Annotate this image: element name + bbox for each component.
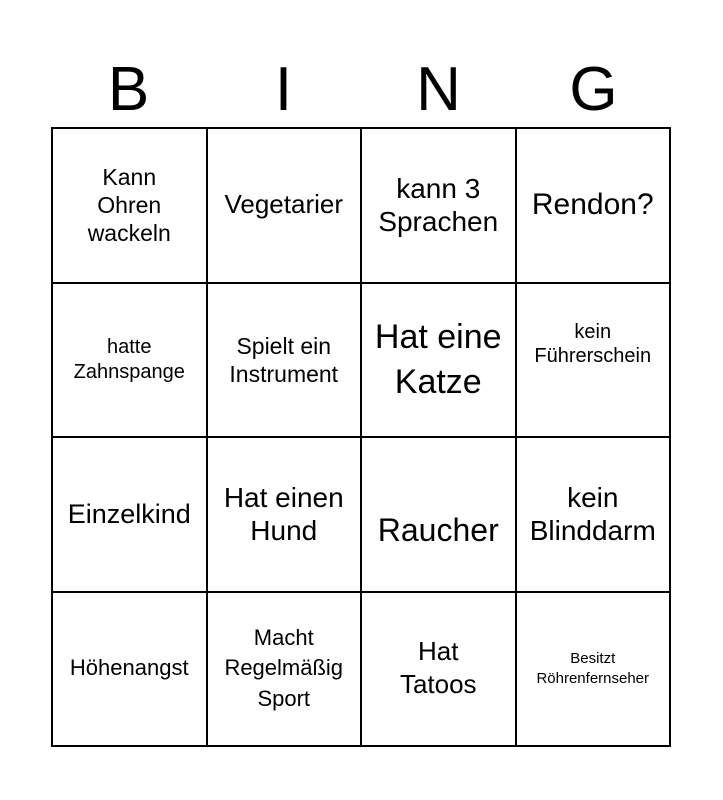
bingo-cell[interactable]: Macht Regelmäßig Sport <box>208 593 363 748</box>
bingo-cell[interactable]: Besitzt Röhrenfernseher <box>517 593 672 748</box>
bingo-cell[interactable]: Hat eine Katze <box>362 284 517 439</box>
bingo-cell[interactable]: Spielt ein Instrument <box>208 284 363 439</box>
bingo-board <box>51 127 671 747</box>
bingo-cell[interactable]: Hat Tatoos <box>362 593 517 748</box>
bingo-cell[interactable]: kein Blinddarm <box>517 438 672 593</box>
bingo-cell[interactable]: hatte Zahnspange <box>53 284 208 439</box>
header-letter-i: I <box>274 55 293 124</box>
bingo-cell[interactable]: Rendon? <box>517 129 672 284</box>
bingo-cell[interactable]: kann 3 Sprachen <box>362 129 517 284</box>
bingo-header <box>51 52 671 128</box>
bingo-cell[interactable]: Einzelkind <box>53 438 208 593</box>
header-letter-g: G <box>569 55 618 124</box>
bingo-cell[interactable]: Raucher <box>362 438 517 593</box>
bingo-cell[interactable]: Hat einen Hund <box>208 438 363 593</box>
header-letter-n: N <box>416 55 461 124</box>
bingo-cell[interactable]: Vegetarier <box>208 129 363 284</box>
bingo-cell[interactable]: Kann Ohren wackeln <box>53 129 208 284</box>
header-letter-b: B <box>107 55 150 124</box>
bingo-cell[interactable]: Höhenangst <box>53 593 208 748</box>
bingo-cell[interactable]: kein Führerschein <box>517 284 672 439</box>
